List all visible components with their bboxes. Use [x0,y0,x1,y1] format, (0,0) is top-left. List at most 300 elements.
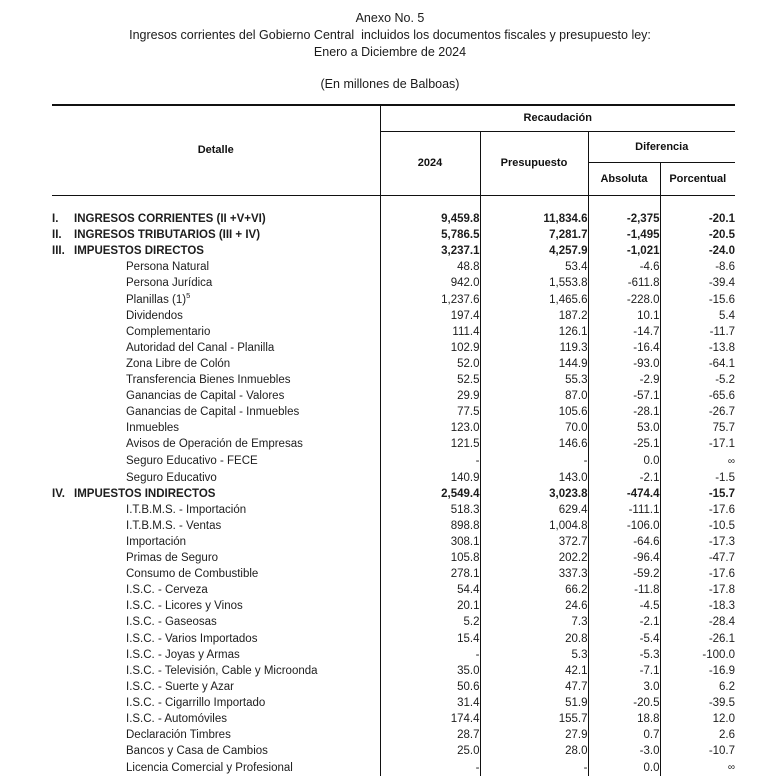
row-year-cell [380,679,480,695]
row-presupuesto-cell [480,308,588,324]
row-detalle-cell [52,453,380,470]
row-year-cell [380,453,480,470]
table-body [52,195,735,776]
row-porcentual-value: -17.8 [708,584,736,597]
row-porcentual-value: -65.6 [708,390,736,403]
row-presupuesto-cell [480,631,588,647]
table-row [52,695,735,711]
row-porcentual-cell [660,340,735,356]
row-porcentual-value: -20.1 [708,213,736,226]
row-presupuesto-cell [480,550,588,566]
row-detalle-cell [52,388,380,404]
row-porcentual-cell [660,356,735,372]
row-presupuesto-value: 47.7 [565,680,588,693]
table-row [52,486,735,502]
row-label [74,534,186,550]
row-porcentual-value: -11.7 [709,325,736,338]
row-porcentual-cell [660,453,735,470]
row-absoluta-value: -474.4 [626,487,660,500]
row-presupuesto-value: 629.4 [558,503,588,516]
row-year-value: 29.9 [457,390,480,403]
row-absoluta-cell [588,275,660,291]
row-detalle-cell [52,243,380,259]
row-label [74,631,257,647]
row-porcentual-cell [660,211,735,227]
table-row [52,663,735,679]
row-year-value: 105.8 [450,552,480,565]
row-roman-numeral: II. [52,229,62,242]
table-row [52,453,735,470]
row-detalle-cell [52,647,380,663]
row-label [74,727,231,743]
row-porcentual-cell [660,470,735,486]
row-presupuesto-cell [480,275,588,291]
table-row [52,727,735,743]
row-year-value: 518.3 [450,503,480,516]
row-detalle-cell [52,404,380,420]
row-absoluta-cell [588,324,660,340]
row-label-text: I.S.C. - Joyas y Armas [126,648,240,661]
row-year-value: 140.9 [450,471,480,484]
row-porcentual-cell [660,695,735,711]
row-presupuesto-value: 7,281.7 [549,229,588,242]
row-absoluta-value: -93.0 [633,357,660,370]
row-absoluta-value: -611.8 [627,277,660,290]
column-header-porcentual: Porcentual [660,162,735,195]
row-label-text: Primas de Seguro [126,552,219,565]
report-period: Enero a Diciembre de 2024 [313,45,467,59]
row-porcentual-value: 5.4 [719,309,736,322]
row-label-text: Avisos de Operación de Empresas [126,438,303,451]
row-label [74,486,215,502]
row-presupuesto-value: 143.0 [558,471,588,484]
table-row [52,340,735,356]
row-detalle-cell [52,727,380,743]
row-porcentual-cell [660,663,735,679]
row-year-value: 20.1 [457,600,480,613]
row-porcentual-value: -28.4 [708,616,736,629]
row-porcentual-cell [660,275,735,291]
annex-label: Anexo No. 5 [355,11,425,25]
row-presupuesto-cell [480,727,588,743]
row-absoluta-value: -11.8 [634,584,660,597]
table-row [52,243,735,259]
row-porcentual-cell [660,550,735,566]
row-porcentual-value: -16.9 [708,664,736,677]
row-detalle-cell [52,372,380,388]
row-presupuesto-value: 70.0 [565,422,588,435]
row-detalle-cell [52,486,380,502]
row-absoluta-cell [588,743,660,759]
row-absoluta-value: -1,495 [626,229,660,242]
row-year-cell [380,259,480,275]
row-presupuesto-cell [480,211,588,227]
row-presupuesto-cell [480,743,588,759]
row-roman-numeral: III. [52,245,65,258]
table-row [52,436,735,452]
row-year-cell [380,470,480,486]
row-presupuesto-cell [480,436,588,452]
row-absoluta-cell [588,759,660,776]
row-porcentual-value: -47.7 [708,552,736,565]
row-label-text: Seguro Educativo [126,471,217,484]
column-header-detalle: Detalle [52,105,380,195]
column-header-diferencia: Diferencia [588,131,735,162]
row-porcentual-cell [660,486,735,502]
row-porcentual-cell [660,388,735,404]
row-label-text: Persona Natural [126,261,210,274]
column-header-presupuesto: Presupuesto [480,131,588,195]
row-year-cell [380,211,480,227]
row-year-cell [380,356,480,372]
row-label [74,679,234,695]
row-porcentual-cell [660,292,735,308]
row-year-cell [380,324,480,340]
row-year-value: 9,459.8 [441,213,480,226]
row-absoluta-cell [588,614,660,630]
row-detalle-cell [52,759,380,776]
row-label [74,518,221,534]
row-year-value: 15.4 [457,632,480,645]
row-presupuesto-cell [480,663,588,679]
table-row [52,420,735,436]
row-label [74,453,258,469]
row-label [74,340,274,356]
row-label-text: Consumo de Combustible [126,568,259,581]
row-porcentual-value: -13.8 [708,341,736,354]
row-porcentual-value: -17.6 [708,503,736,516]
table-row [52,534,735,550]
row-label [74,663,318,679]
row-presupuesto-cell [480,486,588,502]
row-year-value: 121.5 [450,438,480,451]
row-year-cell [380,534,480,550]
row-porcentual-cell [660,614,735,630]
row-porcentual-cell [660,502,735,518]
row-label-superscript: 5 [186,291,191,300]
row-presupuesto-value: 87.0 [565,390,588,403]
row-presupuesto-cell [480,566,588,582]
row-porcentual-cell [660,727,735,743]
table-row [52,518,735,534]
row-absoluta-value: -64.6 [633,535,660,548]
row-label-text: Importación [126,535,187,548]
table-row [52,470,735,486]
row-detalle-cell [52,227,380,243]
row-presupuesto-value: 144.9 [558,357,588,370]
row-porcentual-value: -64.1 [708,357,736,370]
row-absoluta-cell [588,211,660,227]
row-year-cell [380,663,480,679]
row-porcentual-cell [660,324,735,340]
row-label-text: Ganancias de Capital - Inmuebles [126,406,300,419]
row-absoluta-value: -111.1 [628,503,660,516]
row-absoluta-value: -25.1 [633,438,660,451]
row-absoluta-cell [588,582,660,598]
row-absoluta-value: -2.1 [639,616,660,629]
row-detalle-cell [52,420,380,436]
row-year-cell [380,518,480,534]
row-presupuesto-value: - [583,761,588,774]
row-year-value: 123.0 [450,422,480,435]
row-porcentual-value: -17.6 [708,568,736,581]
row-absoluta-value: -14.7 [633,325,660,338]
row-porcentual-cell [660,372,735,388]
row-year-value: 28.7 [457,729,480,742]
row-porcentual-cell [660,566,735,582]
row-porcentual-cell [660,243,735,259]
row-year-cell [380,582,480,598]
row-absoluta-value: -16.4 [633,341,660,354]
row-label [74,259,209,275]
table-row [52,372,735,388]
row-year-cell [380,631,480,647]
row-label-text: Declaración Timbres [126,729,231,742]
row-presupuesto-cell [480,518,588,534]
row-year-value: - [475,455,480,467]
row-label [74,275,212,291]
row-year-value: 31.4 [457,696,480,709]
row-absoluta-cell [588,711,660,727]
table-row [52,759,735,776]
row-label [74,436,303,452]
row-detalle-cell [52,275,380,291]
row-absoluta-value: 0.0 [643,455,660,467]
row-absoluta-cell [588,372,660,388]
row-presupuesto-value: 126.1 [558,325,588,338]
row-absoluta-cell [588,550,660,566]
row-presupuesto-cell [480,453,588,470]
table-row [52,679,735,695]
row-label [74,760,293,776]
row-year-cell [380,598,480,614]
row-presupuesto-value: 1,004.8 [549,519,588,532]
row-year-cell [380,743,480,759]
row-label-text: I.S.C. - Cerveza [126,584,208,597]
row-porcentual-cell [660,404,735,420]
row-porcentual-value: -1.5 [715,471,736,484]
row-label-text: Dividendos [126,309,183,322]
row-label [74,695,265,711]
row-label [74,227,260,243]
row-year-value: 77.5 [457,406,480,419]
row-detalle-cell [52,356,380,372]
row-detalle-cell [52,308,380,324]
row-label-text: Licencia Comercial y Profesional [126,761,293,774]
row-absoluta-value: -4.5 [639,600,660,613]
row-year-value: 197.4 [450,309,480,322]
row-porcentual-value: -10.5 [708,519,736,532]
row-presupuesto-value: 187.2 [558,309,588,322]
row-porcentual-cell [660,259,735,275]
row-presupuesto-cell [480,647,588,663]
row-year-value: 102.9 [450,341,480,354]
table-row [52,711,735,727]
row-presupuesto-cell [480,614,588,630]
table-row [52,292,735,308]
row-absoluta-cell [588,486,660,502]
row-absoluta-cell [588,470,660,486]
row-label-text: Inmuebles [126,422,180,435]
row-year-value: 111.4 [452,325,480,338]
table-row [52,404,735,420]
row-year-value: 5.2 [463,616,480,629]
row-presupuesto-cell [480,502,588,518]
row-absoluta-value: -3.0 [639,745,660,758]
row-year-cell [380,243,480,259]
row-label [74,743,268,759]
row-label [74,647,240,663]
row-absoluta-value: -2.1 [639,471,660,484]
table-row [52,356,735,372]
row-year-value: 942.0 [450,277,480,290]
table-row [52,631,735,647]
row-absoluta-cell [588,227,660,243]
row-absoluta-value: 0.0 [643,761,660,774]
row-label-text: I.T.B.M.S. - Ventas [126,519,222,532]
row-detalle-cell [52,631,380,647]
row-year-cell [380,727,480,743]
row-porcentual-cell [660,743,735,759]
row-year-cell [380,711,480,727]
row-label [74,711,227,727]
row-detalle-cell [52,340,380,356]
row-detalle-cell [52,470,380,486]
row-year-value: - [475,648,480,661]
row-absoluta-cell [588,679,660,695]
row-label [74,324,210,340]
row-year-value: 25.0 [457,745,480,758]
row-presupuesto-value: 372.7 [558,535,588,548]
row-label-text: Ganancias de Capital - Valores [126,390,285,403]
row-porcentual-cell [660,518,735,534]
row-presupuesto-cell [480,324,588,340]
row-year-value: 1,237.6 [441,293,480,306]
row-year-value: 898.8 [450,519,480,532]
row-absoluta-value: -2.9 [639,374,660,387]
row-porcentual-cell [660,227,735,243]
row-porcentual-value: ∞ [727,762,736,774]
row-label [74,388,284,404]
row-year-cell [380,292,480,308]
row-porcentual-value: -26.1 [708,632,736,645]
row-porcentual-cell [660,711,735,727]
row-year-cell [380,388,480,404]
row-absoluta-cell [588,566,660,582]
row-label-text: I.S.C. - Suerte y Azar [126,680,235,693]
row-absoluta-value: -96.4 [633,552,660,565]
table-row [52,743,735,759]
row-detalle-cell [52,695,380,711]
row-year-value: 50.6 [457,680,480,693]
row-label-text: IMPUESTOS INDIRECTOS [74,487,216,500]
financial-table [52,104,735,776]
row-absoluta-cell [588,518,660,534]
row-presupuesto-cell [480,340,588,356]
table-spacer-row [52,195,735,211]
row-detalle-cell [52,663,380,679]
row-detalle-cell [52,534,380,550]
column-header-absoluta: Absoluta [588,162,660,195]
table-row [52,502,735,518]
row-year-cell [380,486,480,502]
row-porcentual-value: -15.6 [708,293,736,306]
row-absoluta-value: -4.6 [639,261,660,274]
row-detalle-cell [52,679,380,695]
financial-table-container [52,104,735,776]
row-porcentual-cell [660,679,735,695]
row-porcentual-cell [660,631,735,647]
row-presupuesto-cell [480,598,588,614]
row-presupuesto-value: 20.8 [565,632,588,645]
row-absoluta-cell [588,356,660,372]
table-row [52,227,735,243]
row-detalle-cell [52,614,380,630]
row-label [74,550,218,566]
row-presupuesto-value: 105.6 [558,406,588,419]
row-detalle-cell [52,518,380,534]
row-porcentual-cell [660,598,735,614]
row-porcentual-value: 75.7 [712,422,736,435]
row-label-text: Bancos y Casa de Cambios [126,745,268,758]
table-row [52,324,735,340]
row-absoluta-cell [588,647,660,663]
row-presupuesto-value: 55.3 [565,374,588,387]
row-year-cell [380,550,480,566]
table-row [52,566,735,582]
row-detalle-cell [52,259,380,275]
row-label [74,420,179,436]
row-year-cell [380,340,480,356]
units-note: (En millones de Balboas) [320,77,460,91]
table-row [52,275,735,291]
row-detalle-cell [52,211,380,227]
column-header-year: 2024 [380,131,480,195]
table-row [52,582,735,598]
row-year-cell [380,420,480,436]
row-year-cell [380,614,480,630]
row-year-value: 308.1 [450,535,480,548]
row-absoluta-value: -5.3 [639,648,660,661]
row-label [74,372,291,388]
row-presupuesto-value: 66.2 [565,584,588,597]
row-label-text: Zona Libre de Colón [126,357,231,370]
document-header [0,0,780,93]
row-year-cell [380,436,480,452]
row-absoluta-value: -5.4 [639,632,660,645]
row-year-cell [380,372,480,388]
table-row [52,388,735,404]
row-presupuesto-cell [480,404,588,420]
row-year-cell [380,695,480,711]
row-year-cell [380,502,480,518]
row-label-text: Seguro Educativo - FECE [126,455,258,467]
row-porcentual-value: -39.4 [708,277,736,290]
row-presupuesto-value: 4,257.9 [549,245,588,258]
row-porcentual-cell [660,647,735,663]
row-absoluta-cell [588,259,660,275]
row-detalle-cell [52,550,380,566]
row-year-value: 54.4 [457,584,480,597]
row-detalle-cell [52,436,380,452]
row-absoluta-cell [588,695,660,711]
row-detalle-cell [52,598,380,614]
row-porcentual-value: -24.0 [708,245,736,258]
row-absoluta-cell [588,292,660,308]
row-porcentual-value: 2.6 [719,729,736,742]
row-absoluta-value: -20.5 [633,696,660,709]
row-porcentual-value: -15.7 [708,487,736,500]
